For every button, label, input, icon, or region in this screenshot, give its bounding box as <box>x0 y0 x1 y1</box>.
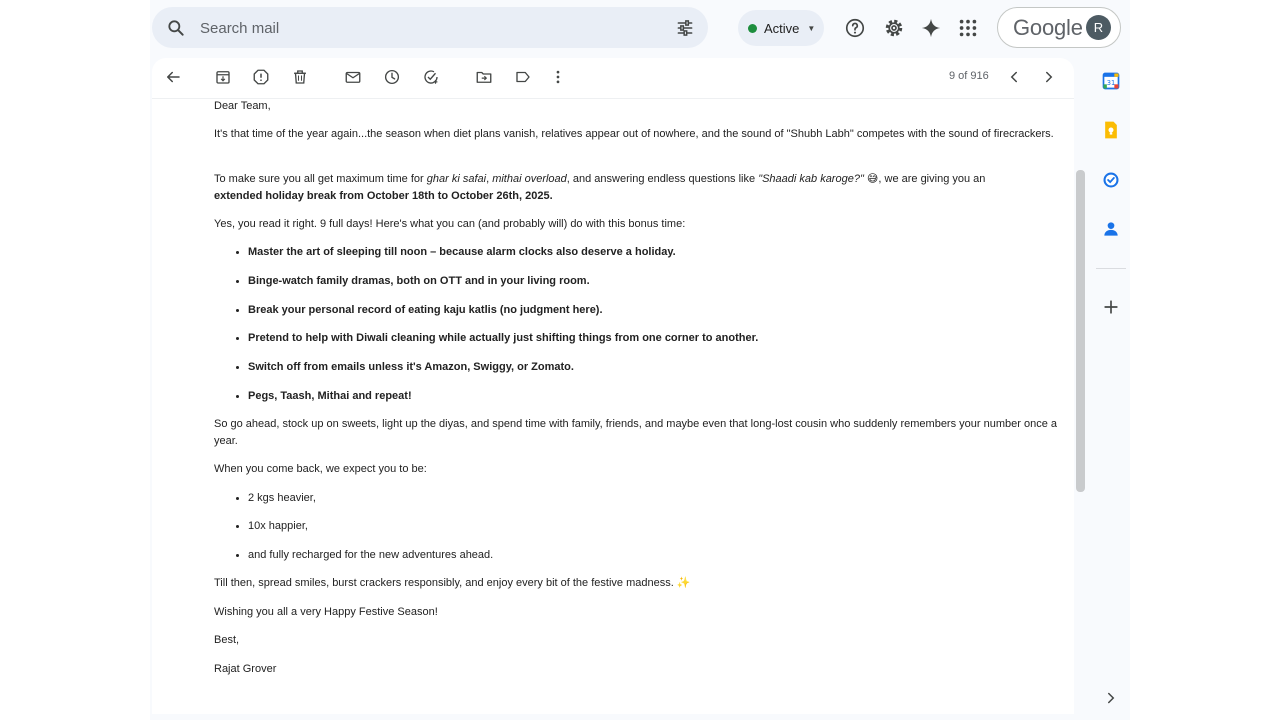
holiday-text-f: "Shaadi kab karoge?" <box>758 173 864 185</box>
holiday-text-c: , <box>486 173 493 185</box>
settings-icon[interactable] <box>883 17 905 39</box>
mark-unread-icon[interactable] <box>344 68 362 86</box>
holiday-text-a: To make sure you all get maximum time for <box>214 173 427 185</box>
closing-paragraph: Till then, spread smiles, burst crackers responsibly, and enjoy every bit of the festive madness. ✨ <box>214 577 691 589</box>
holiday-paragraph <box>214 171 1064 205</box>
active-status-dot <box>748 24 757 33</box>
more-vert-icon[interactable] <box>549 68 567 86</box>
rail-divider <box>1096 268 1126 269</box>
add-to-tasks-icon[interactable] <box>422 68 440 86</box>
sweets-paragraph: So go ahead, stock up on sweets, light up the diyas, and spend time with family, friends, and maybe even that long-lost cousin who suddenly remembers your number once a year. <box>214 418 1057 447</box>
scrollbar[interactable] <box>1076 170 1085 492</box>
intro-paragraph: It's that time of the year again...the season when diet plans vanish, relatives appear out of nowhere, and the sound of "Shubh Labh" competes with the sound of firecrackers. <box>214 128 1054 140</box>
apps-icon[interactable] <box>957 17 979 39</box>
message-toolbar <box>152 58 1074 98</box>
expect-paragraph: When you come back, we expect you to be: <box>214 463 427 475</box>
holiday-text-b: ghar ki safai <box>426 173 487 185</box>
chevron-down-icon: ▼ <box>807 23 816 33</box>
report-spam-icon[interactable] <box>252 68 270 86</box>
signature: Rajat Grover <box>214 663 277 675</box>
calendar-icon[interactable] <box>1101 71 1121 91</box>
holiday-text-e: , and answering endless questions like <box>566 173 759 185</box>
status-label: Active <box>764 20 800 36</box>
chevron-right-icon[interactable] <box>1040 68 1058 86</box>
greeting: Dear Team, <box>214 100 271 112</box>
bonus-time-paragraph: Yes, you read it right. 9 full days! Here's what you can (and probably will) do with this bonus time: <box>214 218 686 230</box>
list-item: 2 kgs heavier, <box>248 490 1048 507</box>
help-icon[interactable] <box>844 17 866 39</box>
avatar[interactable]: R <box>1086 15 1111 40</box>
archive-icon[interactable] <box>214 68 232 86</box>
search-icon[interactable] <box>166 18 186 38</box>
keep-icon[interactable] <box>1101 120 1121 140</box>
search-input[interactable] <box>198 15 662 41</box>
list-item: and fully recharged for the new adventures ahead. <box>248 547 1048 564</box>
list-item: Switch off from emails unless it's Amazon, Swiggy, or Zomato. <box>248 359 1048 376</box>
add-icon[interactable] <box>1101 297 1121 317</box>
account-switcher[interactable] <box>997 7 1121 48</box>
svg-text:31: 31 <box>1106 79 1116 88</box>
list-item: Break your personal record of eating kaju katlis (no judgment here). <box>248 302 1048 319</box>
tune-icon[interactable] <box>675 18 695 38</box>
search-bar[interactable] <box>152 7 708 48</box>
list-item: 10x happier, <box>248 518 1048 535</box>
wishes-paragraph: Wishing you all a very Happy Festive Season! <box>214 606 438 618</box>
list-item: Binge-watch family dramas, both on OTT and in your living room. <box>248 273 1048 290</box>
list-item: Pegs, Taash, Mithai and repeat! <box>248 388 1048 405</box>
move-to-icon[interactable] <box>475 68 493 86</box>
signoff: Best, <box>214 634 240 646</box>
snooze-icon[interactable] <box>383 68 401 86</box>
chevron-left-icon[interactable] <box>1005 68 1023 86</box>
list-item: Master the art of sleeping till noon – because alarm clocks also deserve a holiday. <box>248 244 1048 261</box>
google-logo: Google <box>1013 15 1083 40</box>
list-item: Pretend to help with Diwali cleaning while actually just shifting things from one corner to another. <box>248 330 1048 347</box>
tasks-icon[interactable] <box>1101 170 1121 190</box>
expand-icon[interactable] <box>1102 689 1120 707</box>
back-arrow-icon[interactable] <box>164 68 182 86</box>
status-dropdown[interactable] <box>738 10 824 46</box>
message-panel <box>152 58 1074 714</box>
gemini-icon[interactable] <box>920 17 942 39</box>
holiday-text-d: mithai overload <box>492 173 567 185</box>
label-icon[interactable] <box>514 68 532 86</box>
message-counter: 9 of 916 <box>949 70 989 82</box>
delete-icon[interactable] <box>291 68 309 86</box>
holiday-text-g: 😅, we are giving you an <box>863 173 986 185</box>
holiday-dates: extended holiday break from October 18th to October 26th, 2025. <box>214 190 553 202</box>
contacts-icon[interactable] <box>1101 219 1121 239</box>
